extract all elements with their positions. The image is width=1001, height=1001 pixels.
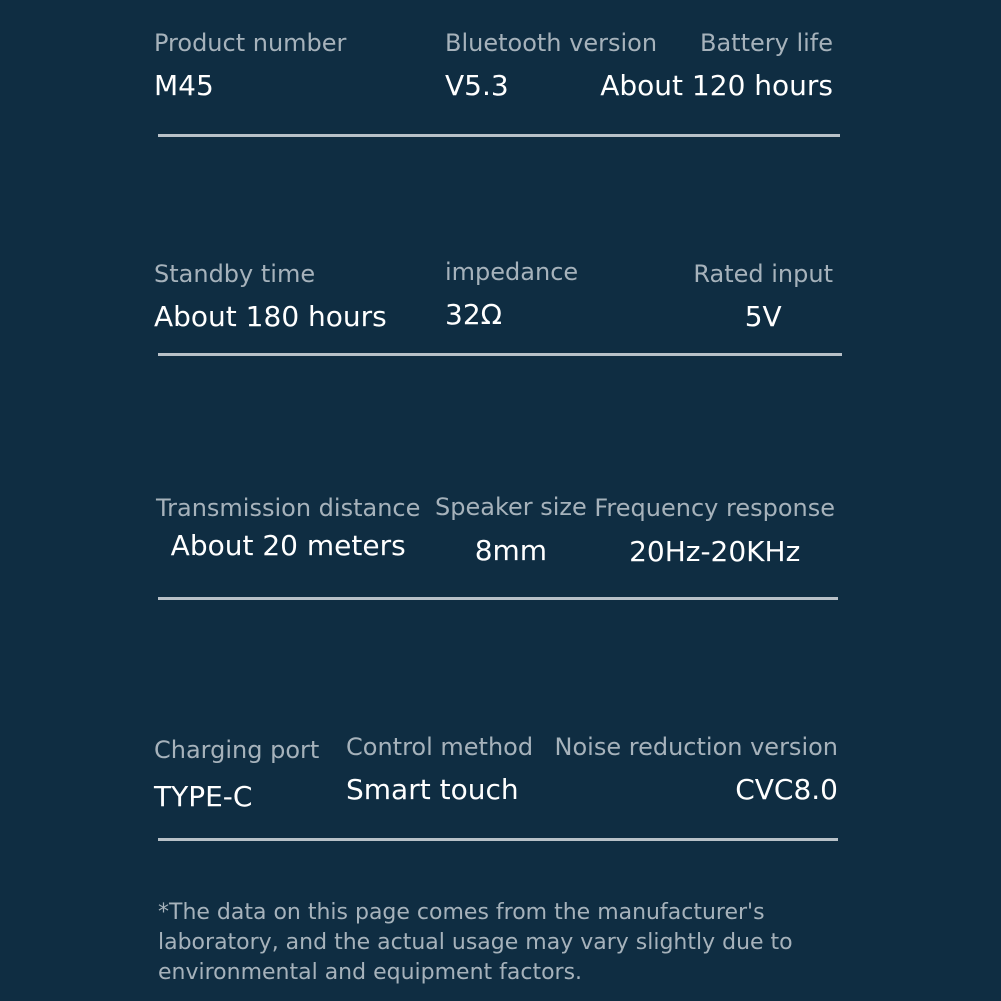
spec-value: About 20 meters xyxy=(170,529,406,562)
spec-control-method xyxy=(346,735,533,804)
spec-value: M45 xyxy=(154,69,214,102)
row-divider xyxy=(158,134,840,137)
spec-standby-time xyxy=(154,262,387,331)
spec-impedance xyxy=(445,260,578,329)
spec-label: Transmission distance xyxy=(156,494,421,522)
spec-value: 20Hz-20KHz xyxy=(629,535,801,568)
spec-frequency-response xyxy=(594,496,835,566)
spec-rated-input xyxy=(693,262,833,331)
disclaimer-note: *The data on this page comes from the manufacturer's laboratory, and the actual usage may vary slightly due to environmental and equipment factors. xyxy=(158,900,793,985)
spec-value: 5V xyxy=(744,300,782,333)
spec-value: About 120 hours xyxy=(600,69,833,102)
spec-value: TYPE-C xyxy=(154,780,253,813)
row-divider xyxy=(158,597,838,600)
spec-transmission-distance xyxy=(156,496,420,560)
row-divider xyxy=(158,353,842,356)
spec-noise-reduction-version xyxy=(555,735,838,804)
spec-label: Speaker size xyxy=(435,493,587,521)
spec-label: Bluetooth version xyxy=(445,29,658,57)
spec-value: CVC8.0 xyxy=(735,773,838,806)
spec-value: Smart touch xyxy=(346,773,519,806)
spec-value: About 180 hours xyxy=(154,300,387,333)
spec-value: 32Ω xyxy=(445,298,503,331)
spec-label: Noise reduction version xyxy=(554,733,838,761)
spec-label: Standby time xyxy=(154,260,316,288)
spec-label: Product number xyxy=(154,29,347,57)
spec-speaker-size xyxy=(435,495,587,565)
spec-label: Battery life xyxy=(699,29,833,57)
spec-label: Control method xyxy=(346,733,534,761)
spec-label: Charging port xyxy=(154,736,320,764)
spec-label: Rated input xyxy=(693,260,833,288)
spec-battery-life xyxy=(600,31,833,100)
spec-charging-port xyxy=(154,738,319,811)
spec-label: impedance xyxy=(445,258,579,286)
spec-product-number xyxy=(154,31,346,100)
spec-value: V5.3 xyxy=(445,69,509,102)
spec-value: 8mm xyxy=(474,534,548,567)
spec-label: Frequency response xyxy=(594,494,835,522)
row-divider xyxy=(158,838,838,841)
